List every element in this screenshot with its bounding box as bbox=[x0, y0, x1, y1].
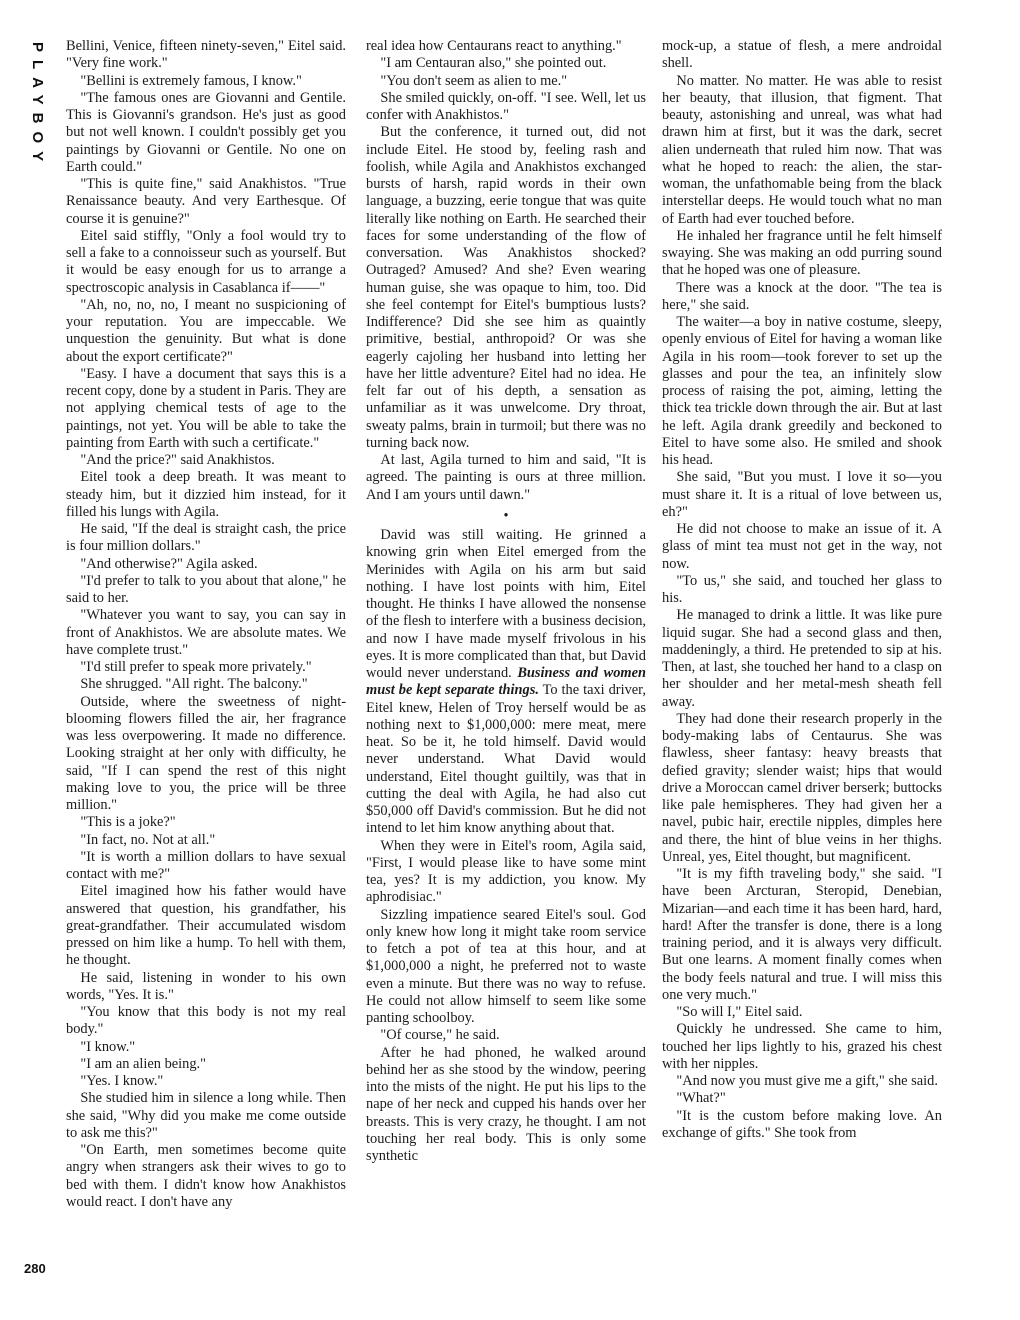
paragraph: "Of course," he said. bbox=[380, 1027, 500, 1044]
paragraph: "I'd still prefer to speak more privately." bbox=[80, 659, 312, 675]
paragraph: "Yes. I know." bbox=[80, 1073, 164, 1089]
paragraph: "And the price?" said Anakhistos. bbox=[80, 452, 275, 468]
paragraph: They had done their research properly in the body-making labs of Centaurus. She was flawless, sheer fantasy: heavy breasts that defied gravity; slender waist; hips that would drive a Moroccan camel driver berserk; buttocks like pale hemispheres. They had given her a navel, pubic hair, erectile nipples, dimples here and there, the hint of blue veins in her thighs. Unreal, yes, Eitel thought, but magnificent. bbox=[662, 710, 942, 865]
paragraph: Sizzling impatience seared Eitel's soul. God only knew how long it might take room service to fetch a pot of tea at this hour, and at $1,000,000 a night, he preferred not to waste even a minute. But there was no way to refuse. He could not allow himself to seem like some panting schoolboy. bbox=[366, 906, 646, 1026]
paragraph: "I'd prefer to talk to you about that alone," he said to her. bbox=[66, 572, 346, 606]
paragraph: No matter. No matter. He was able to resist her beauty, that illusion, that figment. That beauty, astonishing and unreal, was what had drawn him at first, but it was the dark, secret alien underneath that ruled him now. That was what he hoped to reach: the alien, the star-woman, the unfathomable being from the black interstellar deeps. He would touch what no man of Earth had ever touched before. bbox=[662, 72, 942, 227]
paragraph: "I am an alien being." bbox=[80, 1055, 207, 1072]
paragraph: "Whatever you want to say, you can say in front of Anakhistos. We are absolute mates. We have complete trust." bbox=[66, 607, 346, 658]
paragraph: "The famous ones are Giovanni and Gentile. This is Giovanni's grandson. He's just as good but not well known. I couldn't possibly get you paintings by Giovanni or Gentile. No one on Earth could." bbox=[66, 89, 346, 175]
paragraph: "In fact, no. Not at all." bbox=[80, 831, 216, 848]
paragraph: "It is my fifth traveling body," she said. "I have been Arcturan, Steropid, Denebian, Mizarian—and each time it has been hard, hard, hard! After the transfer is done, there is a long training period, and it is always very difficult. But one learns. A moment finally comes when the body feels natural and true. I will miss this one very much." bbox=[662, 866, 942, 1003]
section-break: • bbox=[503, 507, 509, 524]
paragraph: real idea how Centaurans react to anything." bbox=[366, 38, 622, 54]
paragraph: There was a knock at the door. "The tea is here," she said. bbox=[662, 279, 942, 313]
paragraph: "On Earth, men sometimes become quite angry when strangers ask their wives to go to bed with them. I didn't know how Anakhistos would react. I don't have any bbox=[66, 1142, 346, 1210]
paragraph: She shrugged. "All right. The balcony." bbox=[80, 676, 308, 693]
text-column-1 bbox=[66, 38, 346, 1211]
paragraph: She smiled quickly, on-off. "I see. Well, let us confer with Anakhistos." bbox=[366, 89, 646, 123]
paragraph: Quickly he undressed. She came to him, touched her lips lightly to his, grazed his chest with her nipples. bbox=[662, 1021, 942, 1072]
paragraph: "Easy. I have a document that says this is a recent copy, done by a student in Paris. They are not applying chemical tests of age to the paintings, not yet. You will be able to take the painting from Earth with such a certificate." bbox=[66, 365, 346, 451]
paragraph: She said, "But you must. I love it so—you must share it. It is a ritual of love between us, eh?" bbox=[662, 469, 942, 520]
paragraph: He inhaled her fragrance until he felt himself swaying. She was making an odd purring sound that he hoped was one of pleasure. bbox=[662, 227, 942, 279]
paragraph: "So will I," Eitel said. bbox=[676, 1004, 803, 1020]
page-number: 280 bbox=[24, 1261, 46, 1276]
paragraph: "To us," she said, and touched her glass to his. bbox=[662, 572, 942, 606]
paragraph: "This is quite fine," said Anakhistos. "True Renaissance beauty. And very Earthesque. Of course it is genuine?" bbox=[66, 176, 346, 227]
paragraph: He managed to drink a little. It was like pure liquid sugar. She had a second glass and then, maddeningly, a third. He pretended to sip at his. Then, at last, she touched her hand to a clasp on her shoulder and her metal-mesh sheath fell away. bbox=[662, 607, 942, 710]
paragraph: She studied him in silence a long while. Then she said, "Why did you make me come outside to ask me this?" bbox=[66, 1090, 346, 1141]
paragraph: Outside, where the sweetness of night-blooming flowers filled the air, her fragrance was less overpowering. It made no difference. Looking straight at her only with difficulty, he said, "If I can spend the rest of this night making love to you, the price will be three million." bbox=[66, 693, 346, 813]
paragraph: "Bellini is extremely famous, I know." bbox=[80, 72, 302, 89]
paragraph: "I am Centauran also," she pointed out. bbox=[380, 55, 607, 72]
paragraph: He did not choose to make an issue of it. A glass of mint tea must not get in the way, not now. bbox=[662, 521, 942, 572]
paragraph: "And otherwise?" Agila asked. bbox=[80, 555, 258, 572]
paragraph: "Ah, no, no, no, I meant no suspicioning of your reputation. You are impeccable. We unquestion the genuinity. But what is done about the export certificate?" bbox=[66, 296, 346, 365]
paragraph: Eitel said stiffly, "Only a fool would try to sell a fake to a connoisseur such as yourself. But it would be easy enough for us to arrange a spectroscopic analysis in Casablanca if——" bbox=[66, 227, 346, 296]
paragraph: He said, "If the deal is straight cash, the price is four million dollars." bbox=[66, 521, 346, 555]
paragraph: When they were in Eitel's room, Agila said, "First, I would please like to have some mint tea, yes? It is my addiction, you know. My aphrodisiac." bbox=[366, 837, 646, 906]
paragraph: "What?" bbox=[676, 1090, 726, 1107]
magazine-title-text: PLAYBOY bbox=[29, 42, 46, 170]
paragraph: But the conference, it turned out, did not include Eitel. He stood by, feeling rash and foolish, while Agila and Anakhistos exchanged bursts of harsh, rapid words in their own language, a buzzing, eerie tongue that was quite literally like nothing on Earth. He searched their faces for some understanding of the flow of conversation. Was Anakhistos shocked? Outraged? Amused? And she? Even wearing human guise, she was opaque to him, too. Did she feel contempt for Eitel's bumptious lusts? Indifference? Did she see him as quaintly primitive, bestial, anthropoid? Or was she eagerly cajoling her husband into letting her have her little adventure? Eitel had no idea. He felt far out of his depth, a sensation as unfamiliar as it was unwelcome. Dry throat, sweaty palms, brain in turmoil; but there was no turning back now. bbox=[366, 124, 646, 451]
emphasized-phrase: Business and women must be kept separate things. bbox=[366, 665, 646, 699]
paragraph: He said, listening in wonder to his own words, "Yes. It is." bbox=[66, 969, 346, 1003]
paragraph: David was still waiting. He grinned a knowing grin when Eitel emerged from the Merinides with Agila on his arm but said nothing. I have lost points with him, Eitel thought. He thinks I have allowed the nonsense of the flesh to interfere with a business decision, and now I have made myself frivolous in his eyes. It is more complicated than that, but David would never understand. Business and women must be kept separate things. To the taxi driver, Eitel knew, Helen of Troy herself would be as nothing next to $1,000,000: mere meat, mere heat. So be it, he told himself. David would never understand. What David would understand, Eitel thought guiltily, was that in cutting the deal with Agila, he had also cut $50,000 off David's commission. But he did not intend to let him know anything about that. bbox=[366, 527, 646, 837]
paragraph: "It is worth a million dollars to have sexual contact with me?" bbox=[66, 848, 346, 882]
paragraph: "You don't seem as alien to me." bbox=[380, 72, 568, 89]
paragraph: Eitel took a deep breath. It was meant to steady him, but it dizzied him instead, for it filled his lungs with Agila. bbox=[66, 469, 346, 520]
paragraph: Bellini, Venice, fifteen ninety-seven," Eitel said. "Very fine work." bbox=[66, 38, 346, 72]
paragraph: At last, Agila turned to him and said, "It is agreed. The painting is ours at three million. And I am yours until dawn." bbox=[366, 452, 646, 503]
paragraph: The waiter—a boy in native costume, sleepy, openly envious of Eitel for having a woman like Agila in his room—took forever to set up the glasses and pour the tea, an infinitely slow process of raising the pot, aiming, letting the thick tea trickle down through the air. But at last he left. Agila drank greedily and beckoned to Eitel to have some also. He smiled and shook his head. bbox=[662, 314, 942, 468]
paragraph: "And now you must give me a gift," she said. bbox=[676, 1073, 938, 1089]
magazine-title bbox=[16, 42, 60, 202]
paragraph: After he had phoned, he walked around behind her as she stood by the window, peering into the mists of the night. He put his lips to the nape of her neck and cupped his hands over her breasts. This is very crazy, he thought. I am not touching her real body. This is only some synthetic bbox=[366, 1044, 646, 1164]
paragraph: mock-up, a statue of flesh, a mere androidal shell. bbox=[662, 38, 942, 72]
paragraph: "I know." bbox=[80, 1038, 136, 1055]
text-column-2 bbox=[366, 38, 646, 1165]
paragraph: "You know that this body is not my real body." bbox=[66, 1004, 346, 1038]
paragraph: Eitel imagined how his father would have answered that question, his grandfather, his great-grandfather. Their accumulated wisdom pressed on him like a hump. To hell with them, he thought. bbox=[66, 883, 346, 969]
paragraph: "This is a joke?" bbox=[80, 814, 176, 831]
text-column-3 bbox=[662, 38, 942, 1142]
paragraph: "It is the custom before making love. An exchange of gifts." She took from bbox=[662, 1107, 942, 1141]
